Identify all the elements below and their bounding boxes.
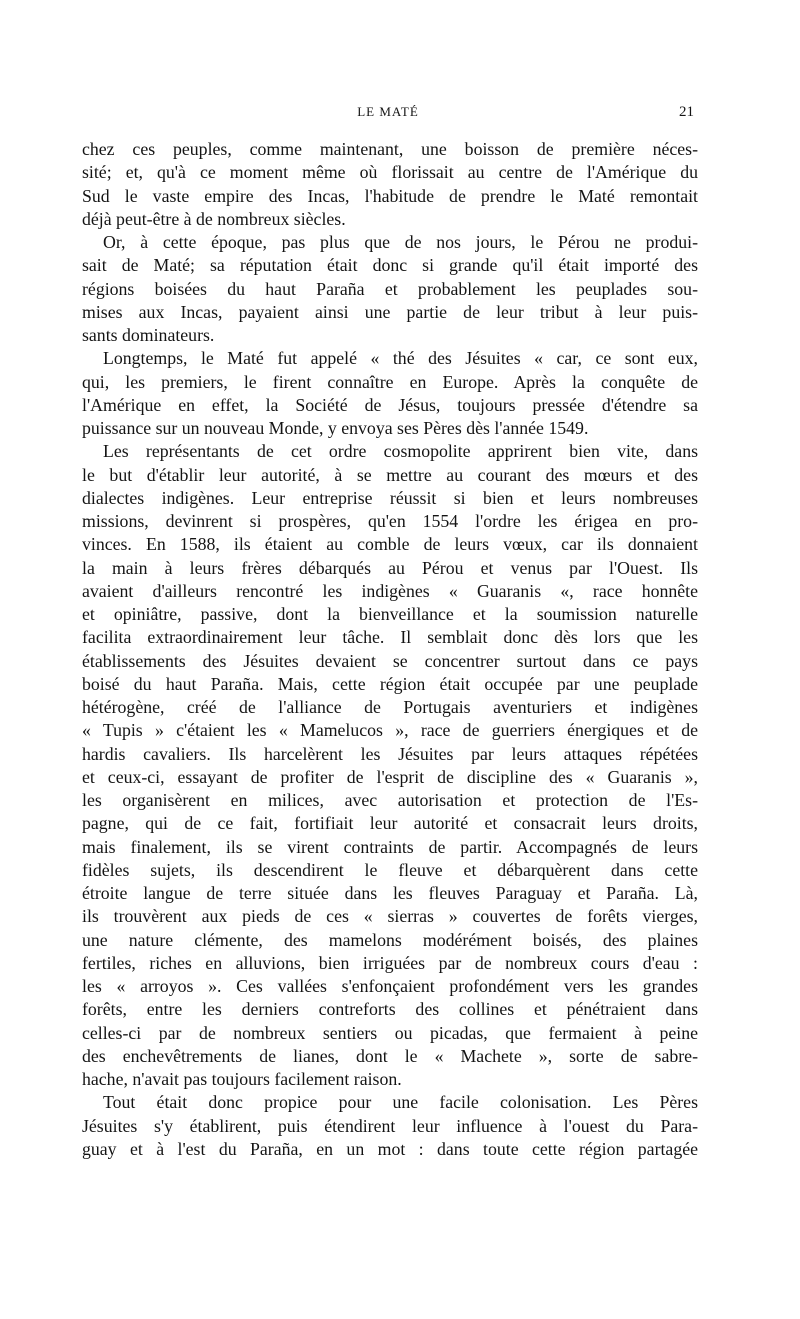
text-line: vinces. En 1588, ils étaient au comble de leurs vœux, car ils donnaient <box>82 534 698 555</box>
text-line: sait de Maté; sa réputation était donc si grande qu'il était importé des <box>82 255 698 276</box>
text-line: ils trouvèrent aux pieds de ces « sierras » couvertes de forêts vierges, <box>82 906 698 927</box>
text-line: les « arroyos ». Ces vallées s'enfonçaient profondément vers les grandes <box>82 976 698 996</box>
text-line: chez ces peuples, comme maintenant, une boisson de première néces- <box>82 139 698 159</box>
text-line: mises aux Incas, payaient ainsi une partie de leur tribut à leur puis- <box>82 301 698 322</box>
text-line: qui, les premiers, le firent connaître en Europe. Après la conquête de <box>82 371 698 392</box>
text-line: régions boisées du haut Paraña et probablement les peuplades sou- <box>82 278 698 299</box>
text-line: hétérogène, créé de l'alliance de Portugais aventuriers et indigènes <box>82 697 698 717</box>
text-line: Les représentants de cet ordre cosmopolite apprirent bien vite, dans <box>103 441 698 462</box>
text-line: une nature clémente, des mamelons modérément boisés, des plaines <box>82 929 698 950</box>
text-line: fidèles sujets, ils descendirent le fleuve et débarquèrent dans cette <box>82 859 698 880</box>
running-title: LE MATÉ <box>357 104 419 119</box>
text-line: des enchevêtrements de lianes, dont le « Machete », sorte de sabre- <box>82 1045 698 1066</box>
text-line: celles-ci par de nombreux sentiers ou picadas, que fermaient à peine <box>82 1022 698 1043</box>
text-line: dialectes indigènes. Leur entreprise réussit si bien et leurs nombreuses <box>82 487 698 508</box>
text-line: établissements des Jésuites devaient se concentrer surtout dans ce pays <box>82 650 698 671</box>
text-line: hardis cavaliers. Ils harcelèrent les Jésuites par leurs attaques répétées <box>82 743 698 764</box>
text-line: fertiles, riches en alluvions, bien irriguées par de nombreux cours d'eau : <box>82 952 698 973</box>
text-line: l'Amérique en effet, la Société de Jésus, toujours pressée d'étendre sa <box>82 394 698 415</box>
text-line: hache, n'avait pas toujours facilement raison. <box>82 1069 402 1089</box>
text-line: guay et à l'est du Paraña, en un mot : dans toute cette région partagée <box>82 1138 698 1159</box>
text-line: et ceux-ci, essayant de profiter de l'esprit de discipline des « Guaranis », <box>82 766 698 787</box>
text-line: Or, à cette époque, pas plus que de nos jours, le Pérou ne produi- <box>103 232 698 252</box>
text-line: déjà peut-être à de nombreux siècles. <box>82 208 346 229</box>
text-line: sité; et, qu'à ce moment même où florissait au centre de l'Amérique du <box>82 162 698 183</box>
text-line: Jésuites s'y établirent, puis étendirent leur influence à l'ouest du Para- <box>82 1115 698 1136</box>
text-line: la main à leurs frères débarqués au Pérou et venus par l'Ouest. Ils <box>82 557 698 578</box>
text-line: mais finalement, ils se virent contraints de partir. Accompagnés de leurs <box>82 836 698 857</box>
text-line: Longtemps, le Maté fut appelé « thé des Jésuites « car, ce sont eux, <box>103 348 698 369</box>
text-line: missions, devinrent si prospères, qu'en 1554 l'ordre les érigea en pro- <box>82 511 698 531</box>
text-line: puissance sur un nouveau Monde, y envoya ses Pères dès l'année 1549. <box>82 418 589 438</box>
text-line: pagne, qui de ce fait, fortifiait leur autorité et consacrait leurs droits, <box>82 813 698 834</box>
text-line: boisé du haut Paraña. Mais, cette région était occupée par une peuplade <box>82 673 698 694</box>
text-line: le but d'établir leur autorité, à se mettre au courant des mœurs et des <box>82 464 698 485</box>
text-line: « Tupis » c'étaient les « Mamelucos », race de guerriers énergiques et de <box>82 720 698 741</box>
text-line: sants dominateurs. <box>82 325 215 345</box>
page-number: 21 <box>679 104 694 120</box>
text-line: étroite langue de terre située dans les fleuves Paraguay et Paraña. Là, <box>82 883 698 903</box>
text-line: forêts, entre les derniers contreforts des collines et pénétraient dans <box>82 999 698 1020</box>
running-header <box>82 104 694 124</box>
body-text <box>82 138 698 1161</box>
text-line: Sud le vaste empire des Incas, l'habitude de prendre le Maté remontait <box>82 185 698 206</box>
text-line: les organisèrent en milices, avec autorisation et protection de l'Es- <box>82 790 698 810</box>
text-line: Tout était donc propice pour une facile colonisation. Les Pères <box>103 1092 698 1113</box>
text-line: facilita extraordinairement leur tâche. Il semblait donc dès lors que les <box>82 627 698 648</box>
text-line: avaient d'ailleurs rencontré les indigènes « Guaranis «, race honnête <box>82 580 698 601</box>
text-line: et opiniâtre, passive, dont la bienveillance et la soumission naturelle <box>82 604 698 624</box>
